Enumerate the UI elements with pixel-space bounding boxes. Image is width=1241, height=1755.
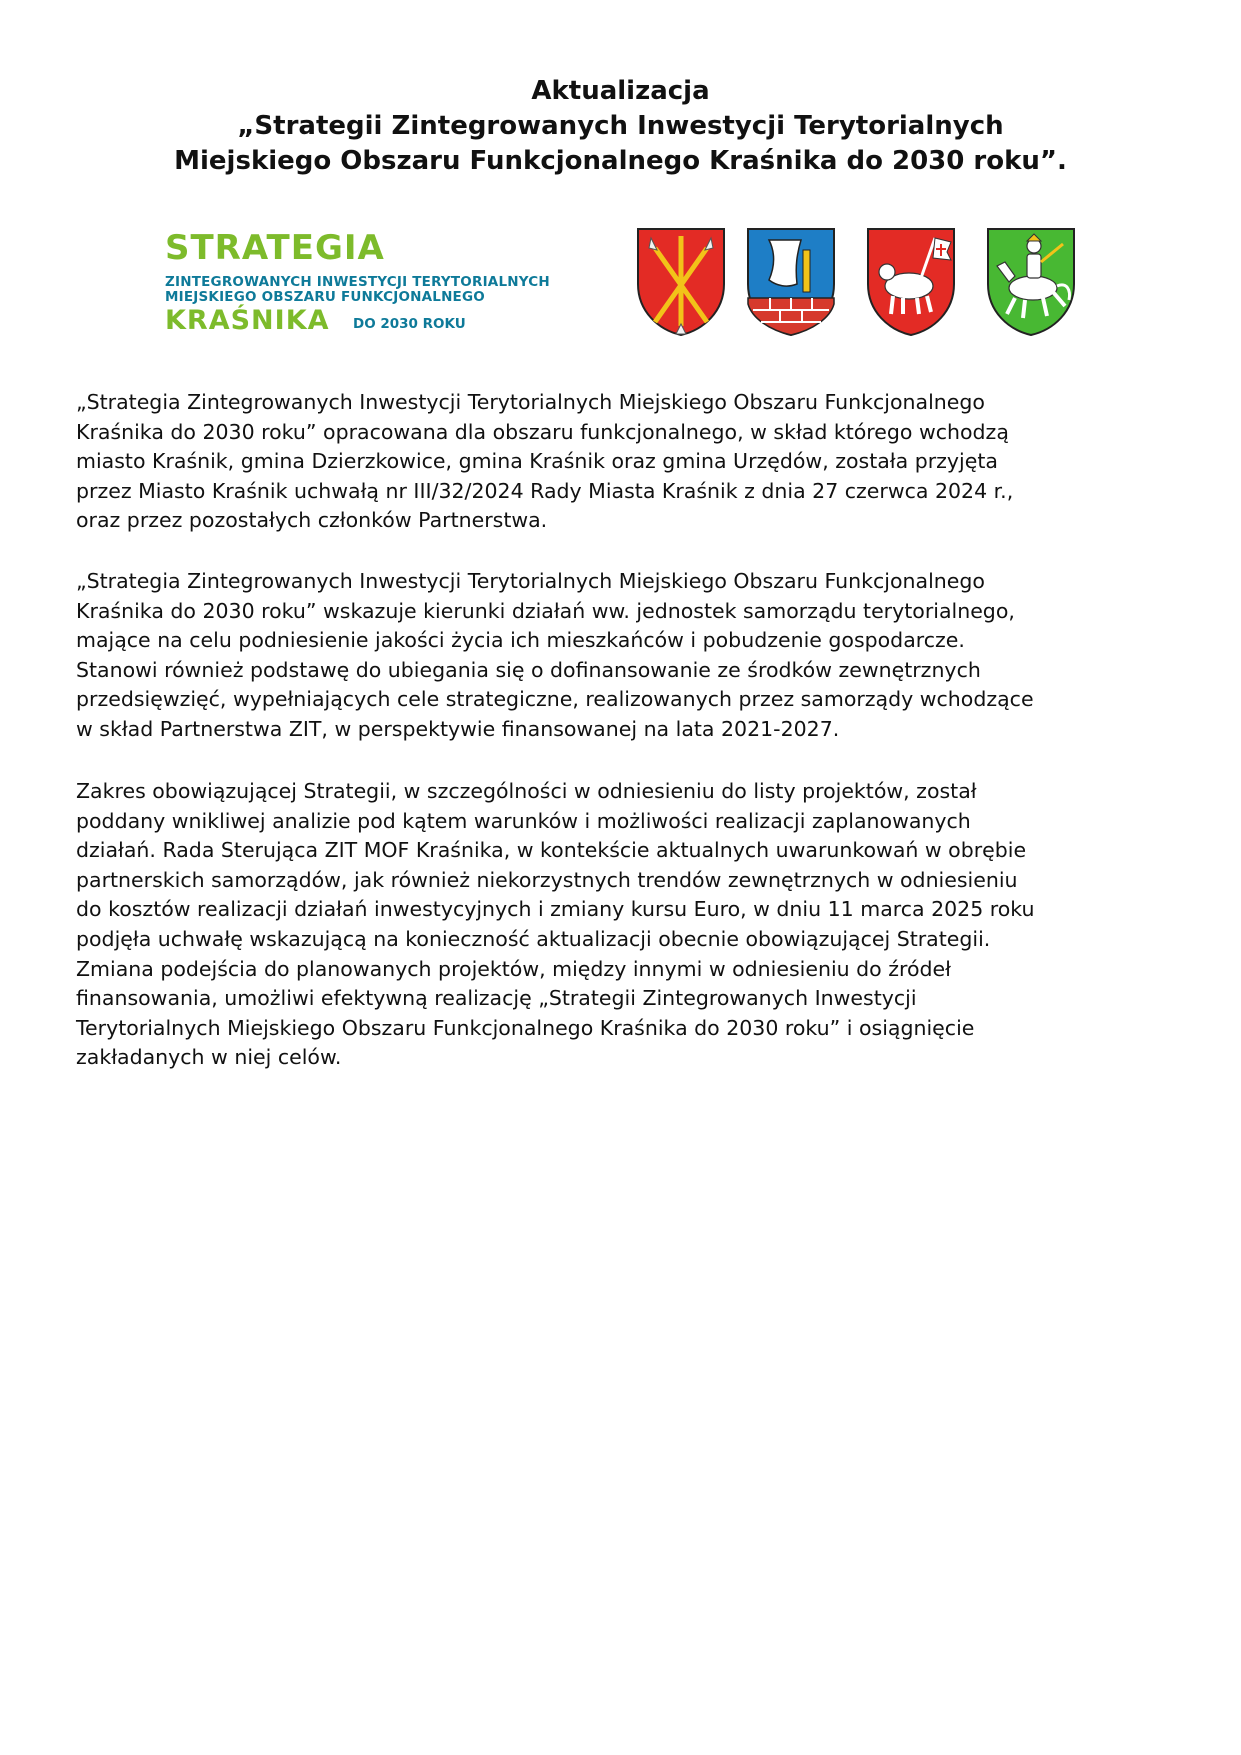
paragraph-line: oraz przez pozostałych członków Partnerstwa.	[76, 508, 548, 533]
paragraph-line: podjęła uchwałę wskazującą na konieczność aktualizacji obecnie obowiązującej Strategii.	[76, 926, 991, 951]
knight-on-horse-crest-icon	[985, 226, 1077, 338]
logo-subtitle-line-1: ZINTEGROWANYCH INWESTYCJI TERYTORIALNYCH	[165, 274, 550, 290]
paragraph-line: Zakres obowiązującej Strategii, w szczególności w odniesieniu do listy projektów, został	[76, 779, 977, 803]
paragraph-line: Kraśnika do 2030 roku” opracowana dla obszaru funkcjonalnego, w skład którego wchodzą	[76, 419, 1009, 444]
logo-subtitle-line-2: MIEJSKIEGO OBSZARU FUNKCJONALNEGO	[165, 289, 485, 305]
paragraph-line: zakładanych w niej celów.	[76, 1045, 342, 1070]
paragraph-line: Zmiana podejścia do planowanych projektów, między innymi w odniesieniu do źródeł	[76, 956, 951, 981]
crossed-spears-crest-icon	[635, 226, 727, 338]
paragraph-line: miasto Kraśnik, gmina Dzierzkowice, gmina Kraśnik oraz gmina Urzędów, została przyjęta	[76, 449, 998, 474]
lamb-with-banner-crest-icon	[865, 226, 957, 338]
paragraph-line: do kosztów realizacji działań inwestycyjnych i zmiany kursu Euro, w dniu 11 marca 2025 roku	[76, 897, 1035, 922]
paragraph-line: Kraśnika do 2030 roku” wskazuje kierunki działań ww. jednostek samorządu terytorialnego,	[76, 598, 1015, 623]
paragraph-line: przedsięwzięć, wypełniających cele strategiczne, realizowanych przez samorządy wchodzące	[76, 687, 1034, 712]
title-line-3: Miejskiego Obszaru Funkcjonalnego Kraśnika do 2030 roku”.	[174, 146, 1067, 176]
paragraph-line: Terytorialnych Miejskiego Obszaru Funkcjonalnego Kraśnika do 2030 roku” i osiągnięcie	[76, 1015, 975, 1040]
paragraph-2	[76, 567, 1176, 745]
document-title	[0, 74, 1241, 179]
paragraph-line: „Strategia Zintegrowanych Inwestycji Terytorialnych Miejskiego Obszaru Funkcjonalnego	[76, 569, 985, 593]
logo-strategia-text: STRATEGIA	[165, 228, 385, 268]
logo-krasnika-text: KRAŚNIKA	[165, 305, 330, 336]
paragraph-line: mające na celu podniesienie jakości życia ich mieszkańców i pobudzenie gospodarcze.	[76, 628, 965, 653]
paragraph-line: w skład Partnerstwa ZIT, w perspektywie finansowanej na lata 2021-2027.	[76, 716, 840, 741]
title-line-2: „Strategii Zintegrowanych Inwestycji Terytorialnych	[237, 111, 1004, 141]
paragraph-line: partnerskich samorządów, jak również niekorzystnych trendów zewnętrznych w odniesieniu	[76, 867, 1018, 892]
paragraph-line: „Strategia Zintegrowanych Inwestycji Terytorialnych Miejskiego Obszaru Funkcjonalnego	[76, 390, 985, 414]
logo-do-2030-text: DO 2030 ROKU	[353, 316, 466, 332]
paragraph-line: Stanowi również podstawę do ubiegania się o dofinansowanie ze środków zewnętrznych	[76, 657, 981, 682]
paragraph-line: poddany wnikliwej analizie pod kątem warunków i możliwości realizacji zaplanowanych	[76, 808, 971, 833]
paragraph-line: działań. Rada Sterująca ZIT MOF Kraśnika, w kontekście aktualnych uwarunkowań w obrębie	[76, 838, 1027, 863]
strategy-logo-banner	[150, 218, 1110, 346]
strategy-logo-wordmark	[165, 230, 635, 335]
paragraph-line: przez Miasto Kraśnik uchwałą nr III/32/2024 Rady Miasta Kraśnik z dnia 27 czerwca 2024 r.,	[76, 478, 1014, 503]
paragraph-1	[76, 388, 1176, 536]
title-line-1: Aktualizacja	[531, 76, 710, 106]
paragraph-line: finansowania, umożliwi efektywną realizację „Strategii Zintegrowanych Inwestycji	[76, 986, 917, 1011]
paragraph-3	[76, 777, 1176, 1073]
axe-on-wall-crest-icon	[745, 226, 837, 338]
